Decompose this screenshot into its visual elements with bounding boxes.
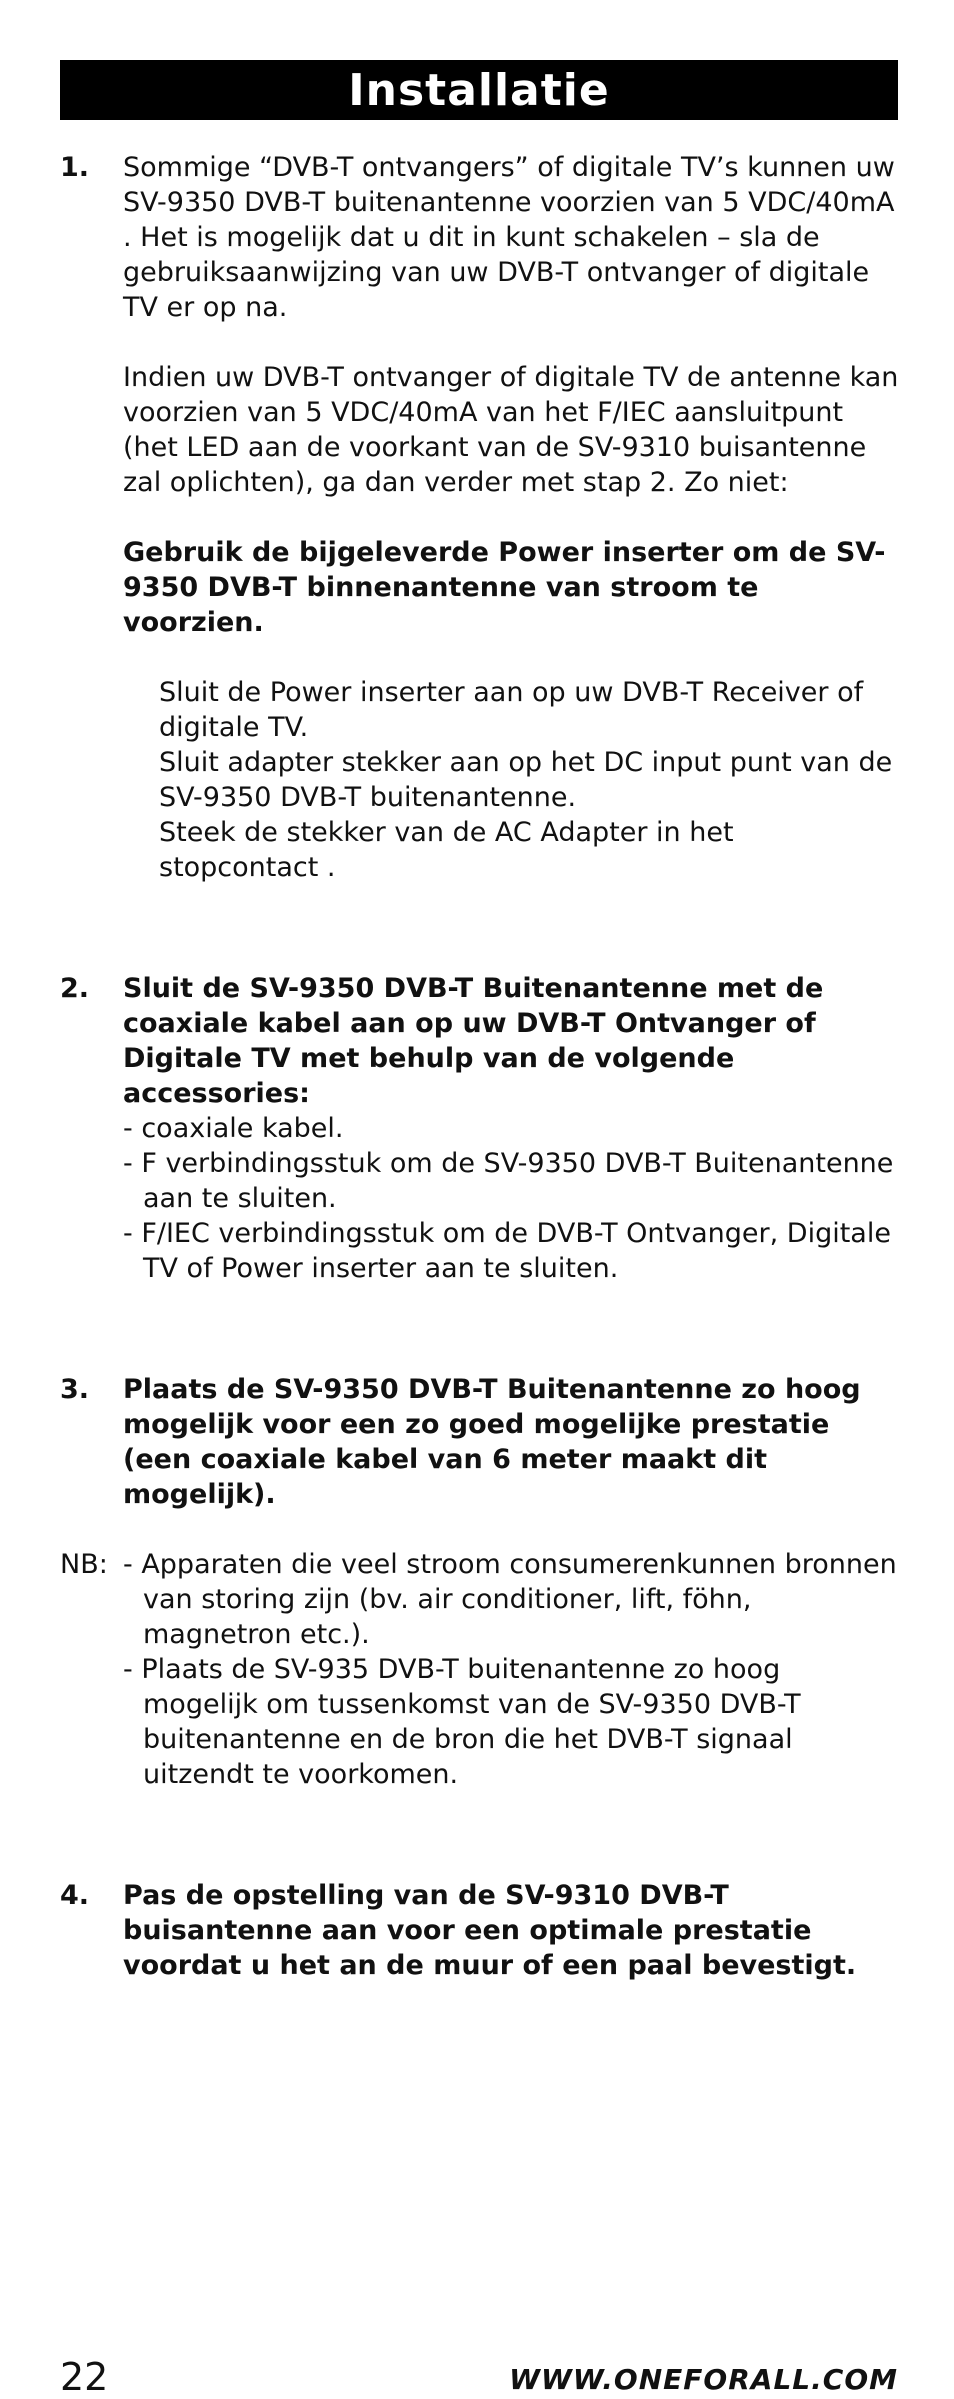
note-item: - Apparaten die veel stroom consumerenkunnen bronnen van storing zijn (bv. air conditioner, lift, föhn, magnetron etc.). — [123, 1549, 897, 1650]
note-item: - Plaats de SV-935 DVB-T buitenantenne zo hoog mogelijk om tussenkomst van de SV-9350 DVB-T buitenantenne en de bron die het DVB-T signaal uitzendt te voorkomen. — [123, 1654, 801, 1790]
substep: Steek de stekker van de AC Adapter in het stopcontact . — [159, 817, 734, 883]
accessory-item: - coaxiale kabel. — [123, 1113, 344, 1144]
website-url: WWW.ONEFORALL.COM — [509, 2363, 898, 2396]
page-number: 22 — [60, 2355, 109, 2399]
step-1 — [60, 150, 900, 885]
step-number: 2. — [60, 973, 90, 1004]
step-1-instruction: Gebruik de bijgeleverde Power inserter om de SV-9350 DVB-T binnenantenne van stroom te voorzien. — [123, 537, 886, 638]
step-1-text: Sommige “DVB-T ontvangers” of digitale TV’s kunnen uw SV-9350 DVB-T buitenantenne voorzien van 5 VDC/40mA . Het is mogelijk dat u dit in kunt schakelen – sla de gebruiksaanwijzing van uw DVB-T ontvanger of digitale TV er op na. — [123, 152, 895, 323]
substep: Sluit de Power inserter aan op uw DVB-T Receiver of digitale TV. — [159, 677, 864, 743]
step-2 — [60, 971, 900, 1286]
step-number: 4. — [60, 1880, 90, 1911]
instructions — [60, 150, 900, 1983]
step-number: 3. — [60, 1374, 90, 1405]
step-2-instruction: Sluit de SV-9350 DVB-T Buitenantenne met de coaxiale kabel aan op uw DVB-T Ontvanger of Digitale TV met behulp van de volgende accessories: — [123, 973, 824, 1109]
step-4 — [60, 1878, 900, 1983]
accessory-item: - F verbindingsstuk om de SV-9350 DVB-T Buitenantenne aan te sluiten. — [123, 1148, 894, 1214]
note-label: NB: — [60, 1549, 108, 1580]
step-3-instruction: Plaats de SV-9350 DVB-T Buitenantenne zo hoog mogelijk voor een zo goed mogelijke prestatie (een coaxiale kabel van 6 meter maakt dit mogelijk). — [123, 1374, 861, 1510]
note — [60, 1547, 900, 1792]
substep: Sluit adapter stekker aan op het DC input punt van de SV-9350 DVB-T buitenantenne. — [159, 747, 893, 813]
step-number: 1. — [60, 152, 90, 183]
page-title: Installatie — [60, 60, 898, 120]
step-1-condition: Indien uw DVB-T ontvanger of digitale TV de antenne kan voorzien van 5 VDC/40mA van het F/IEC aansluitpunt (het LED aan de voorkant van de SV-9310 buisantenne zal oplichten), ga dan verder met stap 2. Zo niet: — [123, 362, 899, 498]
step-4-instruction: Pas de opstelling van de SV-9310 DVB-T buisantenne aan voor een optimale prestatie voordat u het an de muur of een paal bevestigt. — [123, 1880, 857, 1981]
step-3 — [60, 1372, 900, 1512]
accessory-item: - F/IEC verbindingsstuk om de DVB-T Ontvanger, Digitale TV of Power inserter aan te sluiten. — [123, 1218, 891, 1284]
